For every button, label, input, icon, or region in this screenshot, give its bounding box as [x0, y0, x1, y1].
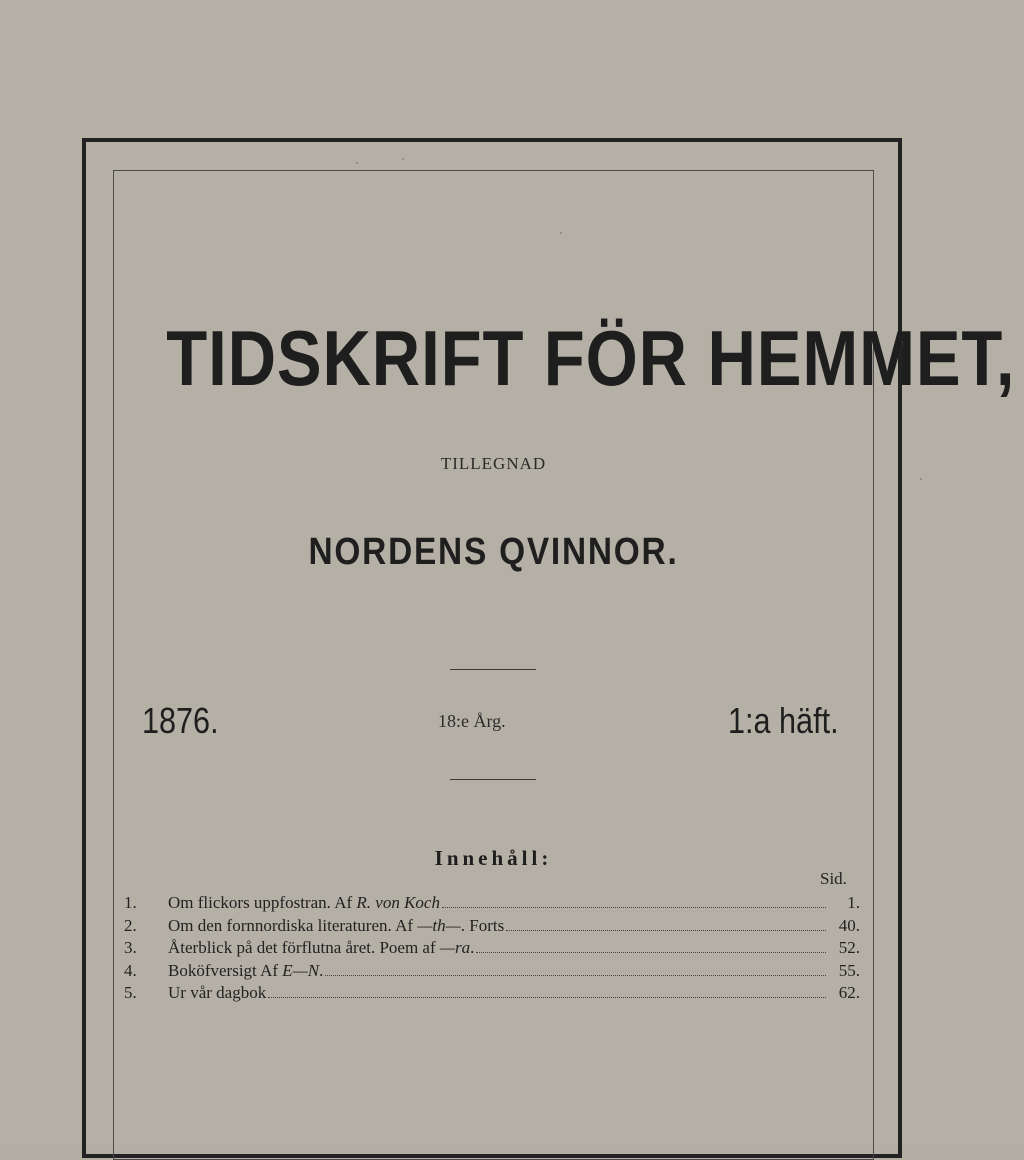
- toc-entry-author: —th—: [417, 915, 461, 935]
- toc-entry-suffix: .: [319, 960, 324, 980]
- toc-leader-dots: [506, 930, 826, 931]
- page-column-label: Sid.: [820, 869, 847, 888]
- dedication-line: TILLEGNAD: [440, 454, 547, 473]
- toc-entry-number: 2.: [124, 915, 137, 935]
- toc-entry-page: 62.: [838, 983, 860, 1002]
- toc-entry-number: 1.: [124, 893, 137, 912]
- toc-entry-author: R. von Koch: [356, 893, 440, 912]
- toc-entry-page: 52.: [838, 938, 860, 957]
- toc-entry-title: [168, 960, 323, 982]
- toc-leader-dots: [476, 952, 826, 953]
- toc-entry-title: [168, 937, 474, 959]
- toc-entry-number: 5.: [124, 983, 137, 1002]
- issue-number: 1:a häft.: [728, 700, 839, 741]
- table-of-contents: [124, 892, 860, 1005]
- toc-entry-text: Boköfversigt Af: [168, 960, 283, 980]
- toc-entry: [124, 892, 860, 915]
- journal-title: TIDSKRIFT FÖR HEMMET,: [166, 314, 1016, 402]
- toc-entry-page: 40.: [838, 915, 860, 935]
- toc-entry-number: 3.: [124, 938, 137, 957]
- toc-entry-title: [168, 982, 266, 1004]
- toc-entry: [124, 960, 860, 983]
- publication-year: 1876.: [142, 700, 219, 741]
- toc-entry-page: 1.: [847, 893, 860, 912]
- divider-rule: [450, 779, 536, 780]
- volume-number: 18:e Årg.: [438, 711, 506, 731]
- toc-leader-dots: [442, 907, 826, 908]
- toc-entry-suffix: .: [470, 938, 475, 957]
- toc-entry-suffix: . Forts: [460, 915, 505, 935]
- toc-leader-dots: [268, 997, 826, 998]
- toc-entry-number: 4.: [124, 960, 137, 980]
- toc-entry-page: 55.: [838, 960, 860, 980]
- divider-rule: [450, 669, 536, 670]
- toc-entry-text: Återblick på det förflutna året. Poem af: [168, 938, 440, 957]
- toc-entry-title: [168, 915, 504, 937]
- toc-entry-text: Ur vår dagbok: [168, 983, 267, 1002]
- toc-leader-dots: [325, 975, 826, 976]
- journal-subtitle: NORDENS QVINNOR.: [308, 531, 679, 573]
- paper-speck: [920, 478, 922, 480]
- toc-entry: [124, 915, 860, 938]
- toc-entry: [124, 982, 860, 1005]
- toc-entry-title: [168, 892, 440, 914]
- contents-heading: Innehåll:: [434, 846, 553, 870]
- toc-entry-author: E—N: [282, 960, 320, 980]
- toc-entry-author: —ra: [439, 938, 471, 957]
- toc-entry-text: Om flickors uppfostran. Af: [168, 893, 357, 912]
- toc-entry-text: Om den fornnordiska literaturen. Af: [168, 915, 418, 935]
- toc-entry: [124, 937, 860, 960]
